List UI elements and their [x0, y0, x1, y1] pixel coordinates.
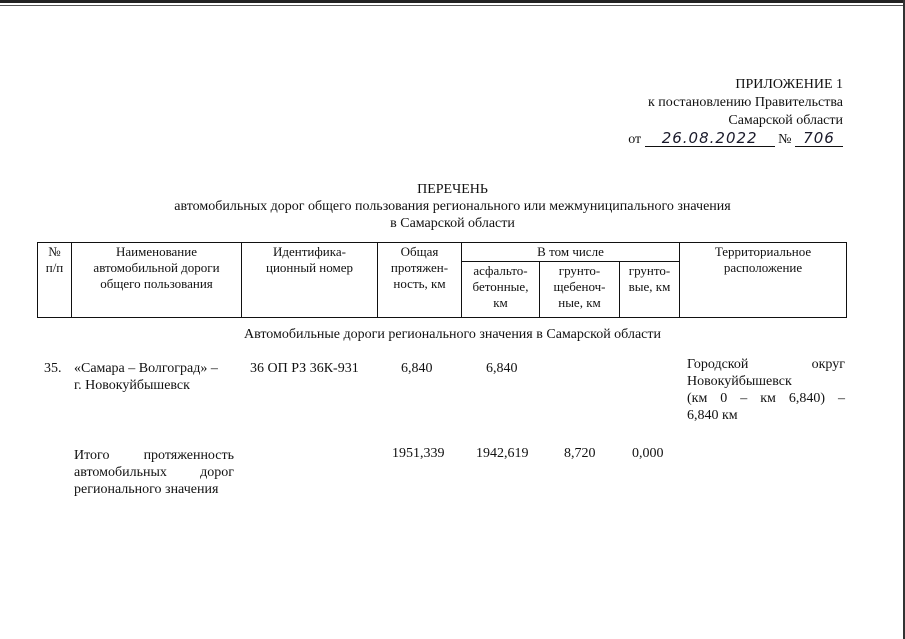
row-territory: Городской округ Новокуйбышевск (км 0 – км 6,840) – 6,840 км	[687, 357, 845, 423]
header-total: Общая протяжен- ность, км	[378, 243, 462, 318]
header-ground: грунто- вые, км	[620, 262, 680, 318]
number-prefix: №	[778, 132, 792, 147]
table-header	[37, 242, 847, 318]
handwritten-date: 26.08.2022	[645, 130, 775, 147]
appendix-line1: к постановлению Правительства	[647, 95, 843, 110]
scan-top-border-inner	[0, 5, 905, 6]
scan-top-border	[0, 0, 905, 3]
row-asphalt: 6,840	[486, 361, 518, 376]
header-territory: Территориальное расположение	[680, 243, 847, 318]
header-num: № п/п	[38, 243, 72, 318]
date-prefix: от	[628, 132, 642, 147]
totals-gravel: 8,720	[564, 446, 596, 461]
totals-label: Итого протяженность автомобильных дорог регионального значения	[74, 448, 234, 497]
totals-total: 1951,339	[392, 446, 445, 461]
document-heading	[0, 181, 905, 232]
header-ident: Идентифика- ционный номер	[242, 243, 378, 318]
header-asphalt: асфальто- бетонные, км	[462, 262, 540, 318]
header-including: В том числе	[462, 243, 680, 262]
section-title: Автомобильные дороги регионального значения в Самарской области	[244, 327, 661, 342]
heading-line1: автомобильных дорог общего пользования регионального или межмуниципального значения	[174, 199, 731, 214]
totals-ground: 0,000	[632, 446, 664, 461]
appendix-title: ПРИЛОЖЕНИЕ 1	[735, 77, 843, 92]
handwritten-number: 706	[795, 130, 843, 147]
header-gravel: грунто- щебеноч- ные, км	[540, 262, 620, 318]
appendix-line2: Самарской области	[728, 113, 843, 128]
row-ident: 36 ОП РЗ 36К-931	[250, 361, 359, 376]
header-name: Наименование автомобильной дороги общего пользования	[72, 243, 242, 318]
row-num: 35.	[44, 361, 62, 376]
row-name: «Самара – Волгоград» – г. Новокуйбышевск	[74, 361, 218, 393]
appendix-date-line	[628, 130, 843, 149]
row-total: 6,840	[401, 361, 433, 376]
heading-line2: в Самарской области	[390, 216, 515, 231]
appendix-block	[628, 76, 843, 149]
totals-asphalt: 1942,619	[476, 446, 529, 461]
heading-title: ПЕРЕЧЕНЬ	[417, 182, 488, 197]
